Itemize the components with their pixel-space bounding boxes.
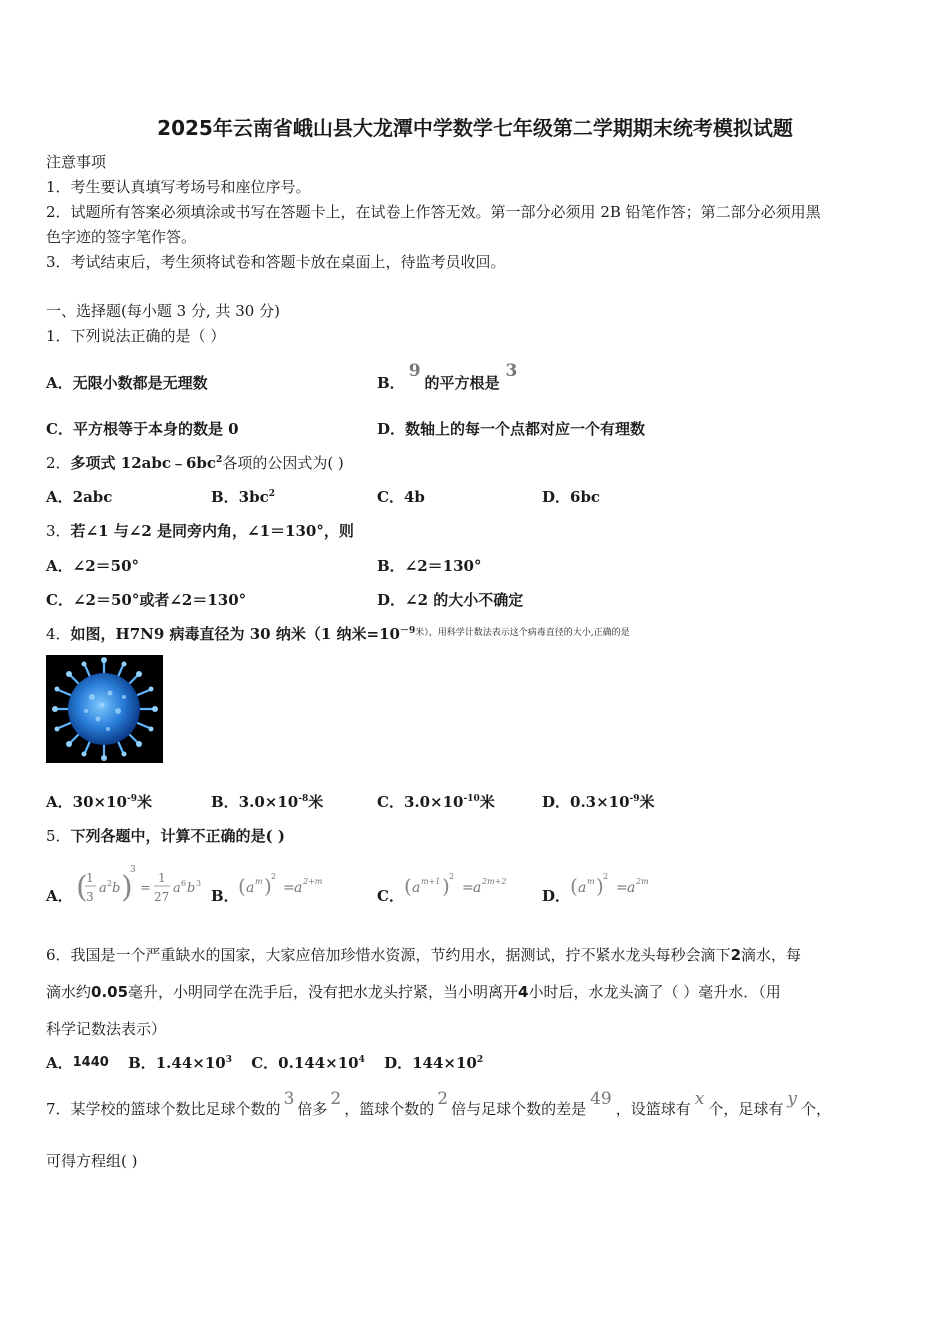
option-label: B．: [377, 374, 405, 392]
math-text: 1: [86, 871, 94, 885]
superscript: 3: [225, 1055, 232, 1065]
q3-option-a: A．∠2＝50°: [46, 557, 140, 575]
math-text: a: [173, 881, 181, 896]
question-text: 个，足球有: [708, 1100, 784, 1118]
notice-item-2-line-1: 2．试题所有答案必须填涂或书写在答题卡上，在试卷上作答无效。第一部分必须用 2B 铅笔作答；第二部分必须用黑: [46, 203, 821, 221]
question-2-stem: [46, 453, 344, 473]
q4-option-c: [377, 792, 495, 812]
question-number: 4．: [46, 625, 71, 643]
question-6-line-1: [46, 945, 801, 965]
q4-option-a: [46, 792, 152, 812]
question-6-line-2: [46, 982, 781, 1002]
option-text: C．3.0×10: [377, 793, 464, 811]
option-text: 的平方根是: [424, 374, 500, 392]
math-text: 27: [154, 890, 170, 904]
math-text: a: [578, 880, 587, 896]
math-text: b: [112, 881, 121, 896]
virus-image: [46, 655, 163, 763]
option-text: 米: [639, 793, 655, 811]
question-text: 某学校的篮球个数比足球个数的: [70, 1100, 281, 1118]
q4-option-d: [542, 792, 655, 812]
question-number-value: 4: [518, 983, 529, 1001]
question-text: 下列说法正确的是（ ）: [70, 327, 226, 345]
section-heading: 一、选择题(每小题 3 分, 共 30 分): [46, 302, 280, 320]
option-value: 1440: [72, 1055, 109, 1070]
math-variable: x: [694, 1089, 705, 1109]
question-text: 如图，H7N9 病毒直径为 30 纳米（1 纳米=10: [70, 625, 400, 643]
q2-option-c: C．4b: [377, 488, 425, 506]
virus-illustration: [46, 655, 163, 763]
q5-option-d-label: D．: [542, 887, 571, 905]
math-text: a: [246, 880, 255, 896]
math-text: 3: [196, 879, 202, 888]
q5-formula-d: [570, 868, 670, 902]
question-text: 毫升，小明同学在洗手后，没有把水龙头拧紧，当小明离开: [128, 983, 519, 1001]
question-text: 下列各题中，计算不正确的是( ): [70, 827, 285, 845]
question-text: 我国是一个严重缺水的国家，大家应倍加珍惜水资源，节约用水，据测试，拧不紧水龙头每秒会滴下: [70, 946, 731, 964]
math-text: m+1: [421, 877, 441, 886]
question-1-stem: [46, 326, 225, 346]
question-text: 若∠1 与∠2 是同旁内角，∠1＝130°，则: [70, 522, 354, 540]
question-text: 小时后，水龙头滴了（ ）毫升水．（用: [528, 983, 781, 1001]
q1-option-c: C．平方根等于本身的数是 0: [46, 420, 239, 438]
question-text: 个，: [800, 1100, 831, 1118]
page-title: 2025年云南省峨山县大龙潭中学数学七年级第二学期期末统考模拟试题: [157, 116, 793, 140]
math-number: 49: [590, 1089, 612, 1109]
superscript: 2: [476, 1055, 484, 1065]
superscript: 2: [268, 489, 276, 499]
math-text: m: [255, 877, 263, 886]
svg-text:(: (: [238, 874, 246, 898]
math-text: m: [587, 877, 595, 886]
math-text: 2m: [636, 877, 649, 886]
svg-text:): ): [264, 874, 272, 898]
option-text: B．3.0×10: [211, 793, 299, 811]
question-text-small: 米），用科学计数法表示这个病毒直径的大小,正确的是: [415, 628, 630, 638]
question-text: ，设篮球有: [615, 1100, 691, 1118]
math-text: a: [473, 880, 482, 896]
option-text: A．30×10: [46, 793, 127, 811]
question-7-line-1: [46, 1089, 831, 1119]
svg-text:(: (: [570, 874, 578, 898]
question-text: 多项式 12abc﹣6bc: [70, 454, 217, 472]
option-text: 米: [479, 793, 495, 811]
option-text: 米: [308, 793, 324, 811]
svg-text:(: (: [404, 874, 412, 898]
superscript: －9: [399, 626, 416, 636]
q5-option-c-label: C．: [377, 887, 404, 905]
q2-option-b: [211, 487, 275, 507]
question-7-line-2: 可得方程组( ): [46, 1152, 138, 1170]
superscript: 4: [358, 1055, 365, 1065]
q1-option-d: D．数轴上的每一个点都对应一个有理数: [377, 420, 646, 438]
superscript: -8: [298, 794, 309, 804]
svg-text:(: (: [76, 870, 88, 905]
question-4-stem: [46, 624, 630, 647]
math-text: =: [283, 880, 295, 896]
math-text: 2: [271, 872, 277, 881]
question-number-value: 0.05: [91, 983, 129, 1001]
question-number: 5．: [46, 827, 71, 845]
math-text: 2: [449, 872, 455, 881]
math-variable: y: [787, 1089, 797, 1109]
math-text: a: [627, 880, 636, 896]
math-number: 9: [408, 361, 421, 381]
question-6-line-3: 科学记数法表示）: [46, 1020, 167, 1038]
math-number: 3: [283, 1089, 295, 1109]
question-text: ，篮球个数的: [344, 1100, 435, 1118]
math-number: 3: [505, 361, 518, 381]
math-text: 3: [86, 890, 94, 904]
question-text: 倍多: [297, 1100, 328, 1118]
q5-formula-c: [404, 868, 534, 902]
math-number: 2: [330, 1089, 342, 1109]
q4-option-b: [211, 792, 323, 812]
q2-option-a: A．2abc: [46, 488, 113, 506]
option-text: D．144×10: [384, 1054, 477, 1072]
math-text: 6: [181, 879, 187, 888]
math-number: 2: [437, 1089, 449, 1109]
question-number: 6．: [46, 946, 71, 964]
math-text: a: [294, 880, 303, 896]
question-text: 滴水约: [46, 983, 92, 1001]
svg-text:): ): [596, 874, 604, 898]
option-text: C．0.144×10: [251, 1054, 359, 1072]
question-number-value: 2: [730, 946, 741, 964]
math-text: 1: [158, 871, 166, 885]
notice-item-1: 1．考生要认真填写考场号和座位序号。: [46, 178, 311, 196]
math-text: 3: [130, 865, 136, 875]
q1-option-b: [377, 361, 518, 393]
q6-options: [46, 1053, 483, 1075]
question-number: 1．: [46, 327, 71, 345]
math-text: =: [462, 880, 474, 896]
option-text: D．0.3×10: [542, 793, 630, 811]
q5-formula-a: [74, 860, 210, 910]
question-5-stem: [46, 826, 285, 846]
notice-heading: 注意事项: [46, 153, 107, 171]
math-text: 2m+2: [482, 877, 507, 886]
math-text: b: [187, 881, 196, 896]
question-text: 滴水，每: [741, 946, 802, 964]
superscript: -9: [629, 794, 640, 804]
q3-option-c: C．∠2＝50°或者∠2＝130°: [46, 591, 247, 609]
superscript: 2: [216, 455, 223, 465]
question-number: 3．: [46, 522, 71, 540]
question-3-stem: [46, 521, 354, 541]
superscript: -9: [126, 794, 137, 804]
question-number: 7．: [46, 1100, 71, 1118]
question-text: 各项的公因式为( ): [222, 454, 344, 472]
option-text: B．3bc: [211, 488, 269, 506]
svg-text:): ): [442, 874, 450, 898]
option-label: A．: [46, 1054, 73, 1072]
notice-item-3: 3．考试结束后，考生须将试卷和答题卡放在桌面上，待监考员收回。: [46, 253, 506, 271]
math-text: 2+m: [303, 877, 323, 886]
math-text: a: [412, 880, 421, 896]
q5-option-a-label: A．: [46, 887, 73, 905]
math-text: a: [99, 881, 107, 896]
notice-item-2-line-2: 色字迹的签字笔作答。: [46, 228, 197, 246]
math-text: =: [140, 881, 151, 896]
svg-text:): ): [121, 870, 133, 905]
option-text: 米: [136, 793, 152, 811]
question-number: 2．: [46, 454, 71, 472]
question-text: 倍与足球个数的差是: [451, 1100, 587, 1118]
q1-option-a: A．无限小数都是无理数: [46, 374, 208, 392]
math-text: 2: [107, 879, 113, 888]
math-text: 2: [603, 872, 609, 881]
option-text: B．1.44×10: [128, 1054, 226, 1072]
q5-option-b-label: B．: [211, 887, 239, 905]
math-text: =: [616, 880, 628, 896]
q5-formula-b: [238, 868, 338, 902]
superscript: -10: [463, 794, 480, 804]
q2-option-d: D．6bc: [542, 488, 601, 506]
q3-option-d: D．∠2 的大小不确定: [377, 591, 524, 609]
q3-option-b: B．∠2＝130°: [377, 557, 482, 575]
